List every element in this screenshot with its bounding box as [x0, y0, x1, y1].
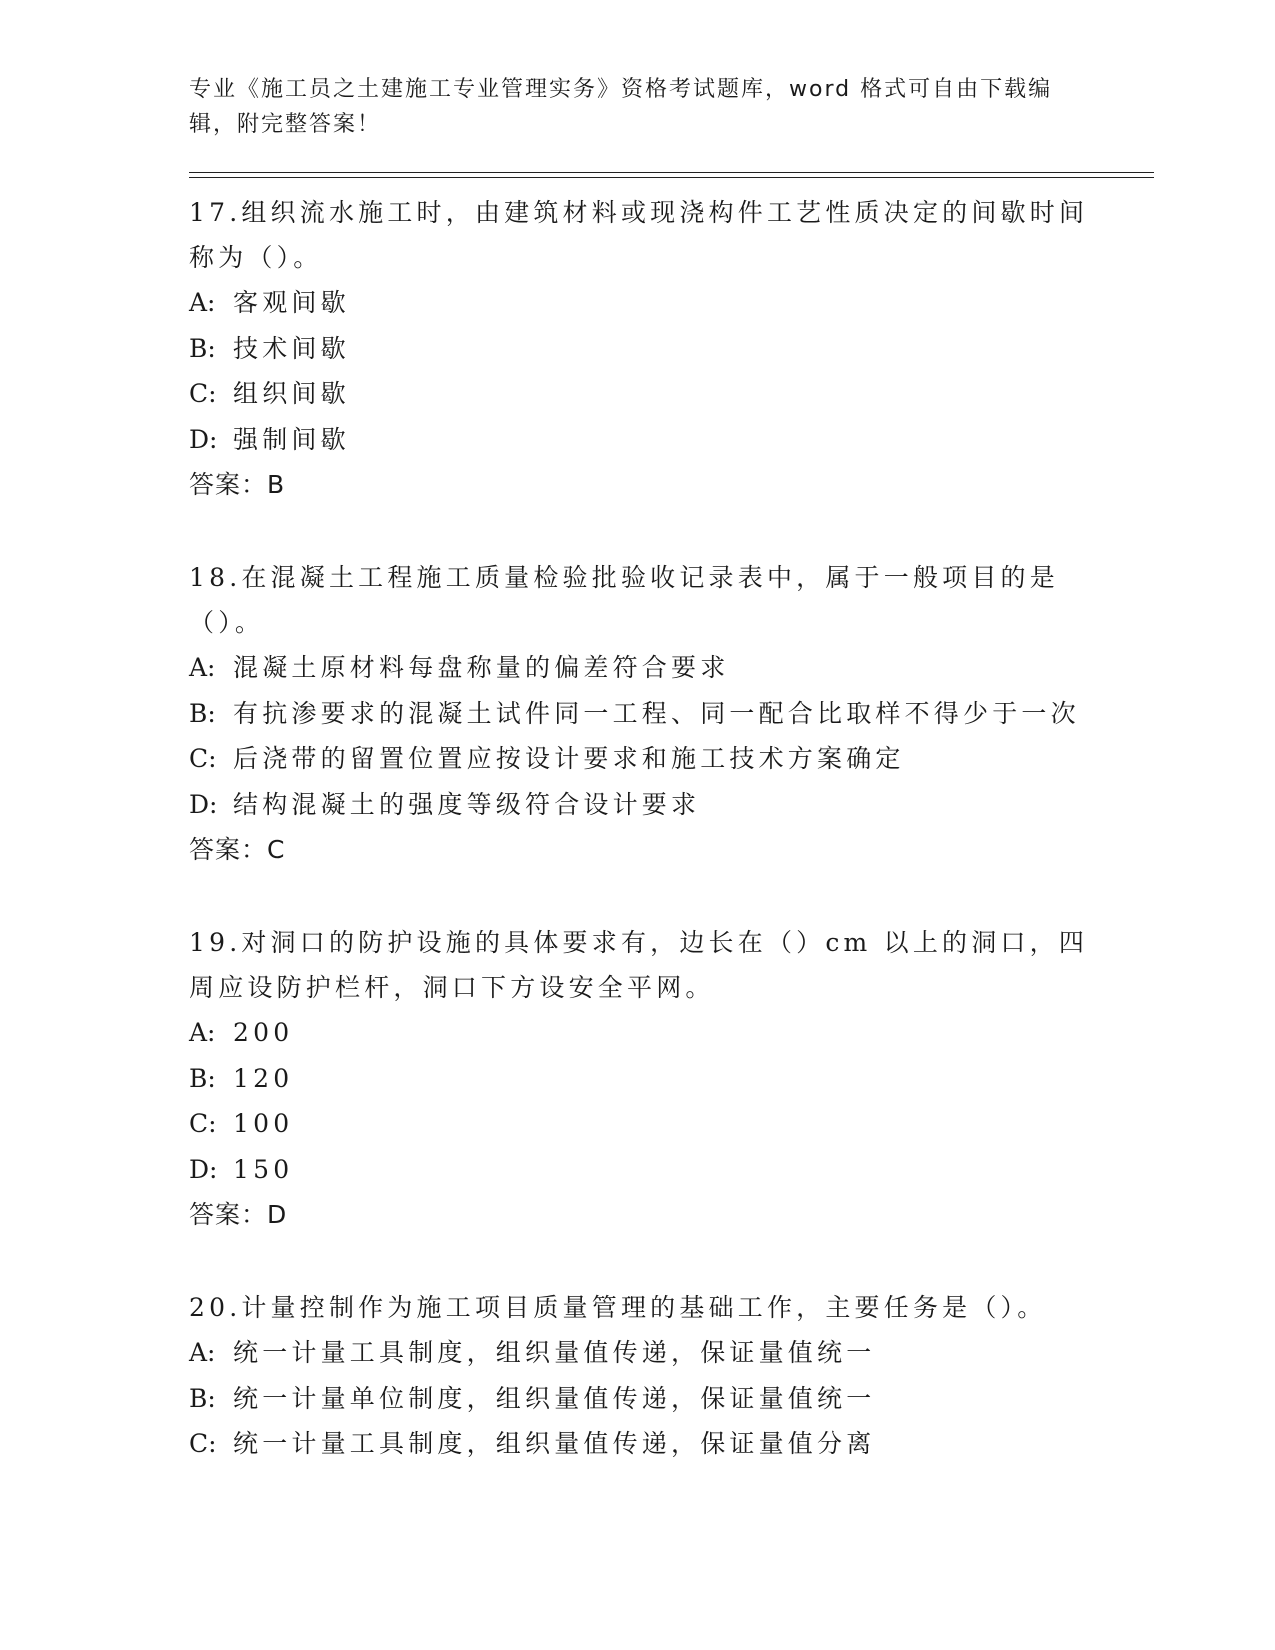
option-d: [189, 782, 1089, 828]
option-letter: B:: [189, 698, 216, 728]
header-text: 专业《施工员之土建施工专业管理实务》资格考试题库，word 格式可自由下载编辑，附完整答案！: [189, 77, 1053, 137]
answer: 答案：D: [189, 1200, 288, 1229]
option-letter: A:: [189, 653, 216, 682]
option-d: [189, 417, 1089, 463]
option-text: 100: [233, 1109, 294, 1138]
option-letter: C:: [189, 379, 217, 408]
option-letter: C:: [189, 744, 217, 773]
option-text: 技术间歇: [233, 333, 350, 363]
option-letter: A:: [189, 1018, 216, 1047]
option-text: 统一计量工具制度，组织量值传递，保证量值统一: [233, 1338, 876, 1367]
option-c: [189, 371, 1089, 417]
option-letter: B:: [189, 1383, 216, 1413]
question-19: [189, 920, 1089, 1237]
option-letter: D:: [189, 789, 218, 819]
question-list: [189, 190, 1089, 1515]
option-a: [189, 1010, 1089, 1056]
question-text: 19.对洞口的防护设施的具体要求有，边长在（）cm 以上的洞口，四周应设防护栏杆，洞口下方设安全平网。: [189, 928, 1089, 1002]
option-text: 后浇带的留置位置应按设计要求和施工技术方案确定: [233, 744, 905, 773]
question-18: [189, 555, 1089, 872]
option-b: [189, 1056, 1089, 1102]
option-a: [189, 280, 1089, 326]
answer: 答案：B: [189, 470, 286, 499]
option-letter: D:: [189, 424, 218, 454]
option-text: 统一计量工具制度，组织量值传递，保证量值分离: [233, 1429, 876, 1458]
question-17: [189, 190, 1089, 507]
option-text: 200: [233, 1018, 294, 1047]
option-d: [189, 1147, 1089, 1193]
option-text: 客观间歇: [233, 288, 350, 317]
option-text: 强制间歇: [233, 424, 350, 454]
option-a: [189, 645, 1089, 691]
option-letter: C:: [189, 1109, 217, 1138]
option-text: 150: [233, 1154, 294, 1184]
option-c: [189, 736, 1089, 782]
question-text: 17.组织流水施工时，由建筑材料或现浇构件工艺性质决定的间歇时间称为（）。: [189, 198, 1089, 272]
page-header: [189, 72, 1089, 142]
option-text: 120: [233, 1063, 294, 1093]
answer: 答案：C: [189, 835, 286, 864]
header-rule-bottom: [189, 177, 1154, 178]
option-letter: D:: [189, 1154, 218, 1184]
header-rule-top: [189, 172, 1154, 173]
option-letter: B:: [189, 1063, 216, 1093]
option-c: [189, 1101, 1089, 1147]
option-b: [189, 1376, 1089, 1422]
option-b: [189, 691, 1089, 737]
option-letter: B:: [189, 333, 216, 363]
option-text: 组织间歇: [233, 379, 350, 408]
option-letter: A:: [189, 288, 216, 317]
option-c: [189, 1421, 1089, 1467]
option-a: [189, 1330, 1089, 1376]
option-text: 混凝土原材料每盘称量的偏差符合要求: [233, 653, 730, 682]
option-text: 有抗渗要求的混凝土试件同一工程、同一配合比取样不得少于一次: [233, 698, 1080, 728]
option-b: [189, 326, 1089, 372]
question-text: 18.在混凝土工程施工质量检验批验收记录表中，属于一般项目的是（）。: [189, 563, 1059, 637]
option-letter: A:: [189, 1338, 216, 1367]
option-letter: C:: [189, 1429, 217, 1458]
option-text: 统一计量单位制度，组织量值传递，保证量值统一: [233, 1383, 876, 1413]
question-text: 20.计量控制作为施工项目质量管理的基础工作，主要任务是（）。: [189, 1293, 1047, 1322]
question-20: [189, 1285, 1089, 1467]
option-text: 结构混凝土的强度等级符合设计要求: [233, 789, 701, 819]
